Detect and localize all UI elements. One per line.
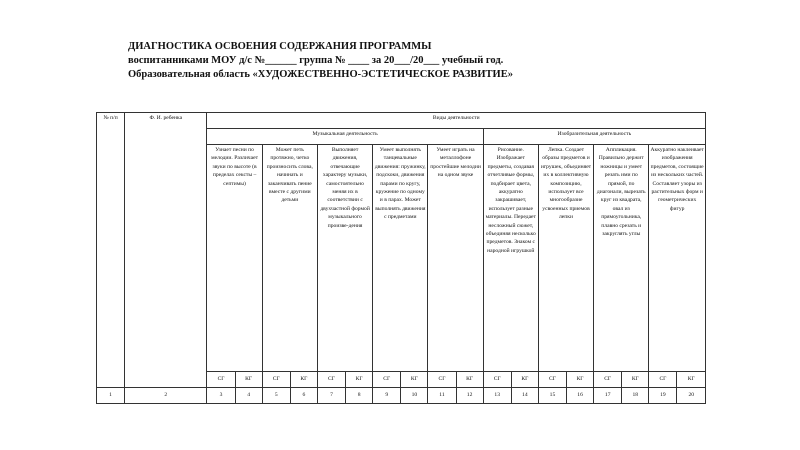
column-number: 19 <box>649 388 677 404</box>
kg-header: КГ <box>456 372 483 388</box>
column-number: 8 <box>346 388 373 404</box>
diagnostics-table <box>96 112 706 404</box>
title-line-2: воспитанниками МОУ д/с №______ группа № ____ за 20___/20___ учебный год. <box>128 55 504 66</box>
column-number: 18 <box>622 388 649 404</box>
column-number: 7 <box>317 388 345 404</box>
sg-header: СГ <box>317 372 345 388</box>
column-number: 1 <box>97 388 125 404</box>
criterion-9: Аккуратно наклеивает изображения предметов, состоящие из нескольких частей. Составляет узоры из растительных форм и геометрических фигур <box>649 145 706 372</box>
col-name-header: Ф. И. ребенка <box>125 113 207 388</box>
document-title <box>128 40 748 82</box>
sg-header: СГ <box>649 372 677 388</box>
sg-header: СГ <box>262 372 290 388</box>
column-number: 13 <box>483 388 511 404</box>
kg-header: КГ <box>401 372 428 388</box>
column-number: 2 <box>125 388 207 404</box>
criterion-4: Умеет выполнять танцевальные движения: пружинку, подскоки, движения парами по кругу, кружение по одному и в парах. Может выполнять движения с предметами <box>373 145 428 372</box>
sg-header: СГ <box>207 372 235 388</box>
column-number: 11 <box>428 388 456 404</box>
column-number: 9 <box>373 388 401 404</box>
column-number: 12 <box>456 388 483 404</box>
column-number: 16 <box>567 388 594 404</box>
kg-header: КГ <box>567 372 594 388</box>
criterion-6: Рисование. Изображает предметы, создавая отчетливые формы, подбирает цвета, аккуратно закрашивает, использует разные материалы. Передает несложный сюжет, объединяя несколько предметов. Знаком с народной игрушкой <box>483 145 538 372</box>
column-number: 17 <box>594 388 622 404</box>
kg-header: КГ <box>622 372 649 388</box>
column-number: 5 <box>262 388 290 404</box>
criterion-1: Узнает песни по мелодии. Различает звуки по высоте (в пределах сексты – септимы) <box>207 145 262 372</box>
column-number: 10 <box>401 388 428 404</box>
col-number-header: № п/п <box>97 113 125 388</box>
title-line-1: ДИАГНОСТИКА ОСВОЕНИЯ СОДЕРЖАНИЯ ПРОГРАММЫ <box>128 41 432 52</box>
column-number: 20 <box>677 388 706 404</box>
kg-header: КГ <box>235 372 262 388</box>
column-number: 3 <box>207 388 235 404</box>
kg-header: КГ <box>511 372 538 388</box>
visual-activity-header: Изобразительная деятельность <box>483 129 705 145</box>
music-activity-header: Музыкальная деятельность <box>207 129 483 145</box>
sg-header: СГ <box>538 372 566 388</box>
kg-header: КГ <box>677 372 706 388</box>
kg-header: КГ <box>290 372 317 388</box>
criterion-2: Может петь протяжно, четко произносить слова, начинать и заканчивать пение вместе с другими детьми <box>262 145 317 372</box>
criterion-8: Аппликация. Правильно держит ножницы и умеет резать ими по прямой, по диагонали, вырезать круг из квадрата, овал из прямоугольника, плавно срезать и закруглять углы <box>594 145 649 372</box>
column-number: 15 <box>538 388 566 404</box>
sg-header: СГ <box>483 372 511 388</box>
activities-header: Виды деятельности <box>207 113 706 129</box>
criterion-3: Выполняет движения, отвечающие характеру музыки, самостоятельно меняя их в соответствии с двухчастной формой музыкального произве-дения <box>317 145 372 372</box>
sg-header: СГ <box>428 372 456 388</box>
sg-header: СГ <box>373 372 401 388</box>
kg-header: КГ <box>346 372 373 388</box>
column-number: 14 <box>511 388 538 404</box>
criterion-5: Умеет играть на металлофоне простейшие мелодии на одном звуке <box>428 145 483 372</box>
title-line-3: Образовательная область «ХУДОЖЕСТВЕННО-ЭСТЕТИЧЕСКОЕ РАЗВИТИЕ» <box>128 69 513 80</box>
sg-header: СГ <box>594 372 622 388</box>
column-number: 4 <box>235 388 262 404</box>
criterion-7: Лепка. Создает образы предметов и игрушек, объединяет их в коллективную композицию, использует все многообразие усвоенных приемов лепки <box>538 145 593 372</box>
column-number: 6 <box>290 388 317 404</box>
